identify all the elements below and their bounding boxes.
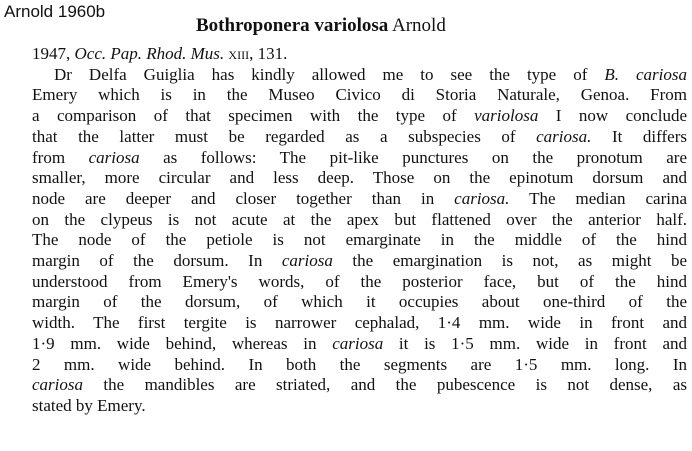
italic-term: cariosa (281, 251, 333, 271)
text-run: The median carina (509, 188, 688, 208)
italic-term: cariosa. (454, 188, 510, 208)
text-line (32, 148, 687, 169)
citation-volume: xiii, (228, 44, 254, 63)
text-run: the emargination is not, as might be (332, 251, 688, 271)
text-line (32, 375, 687, 396)
text-line (32, 65, 687, 86)
text-run: understood from Emery's words, of the posterior face, but of the hind (32, 271, 687, 291)
text-run: margin of the dorsum, of which it occupies about one-third of the (32, 292, 687, 312)
text-line (32, 210, 687, 231)
text-line (32, 272, 687, 293)
italic-term: B. cariosa (604, 64, 687, 84)
text-run: Emery which is in the Museo Civico di Storia Naturale, Genoa. From (32, 85, 687, 105)
text-run: 2 mm. wide behind. In both the segments are 1·5 mm. long. In (32, 354, 687, 374)
description-text (32, 44, 687, 417)
text-line (32, 127, 687, 148)
text-run: a comparison of that specimen with the type of (32, 106, 475, 126)
italic-term: cariosa. (536, 126, 592, 146)
text-run: that the latter must be regarded as a subspecies of (32, 126, 537, 146)
text-run: node are deeper and closer together than in (32, 188, 455, 208)
text-line (32, 251, 687, 272)
text-run: I now conclude (538, 106, 687, 126)
text-line (32, 85, 687, 106)
text-run: smaller, more circular and less deep. Those on the epinotum dorsum and (32, 168, 687, 188)
text-run: margin of the dorsum. In (32, 251, 282, 271)
text-run: stated by Emery. (32, 395, 146, 415)
italic-term: cariosa (32, 375, 83, 395)
text-line (32, 292, 687, 313)
italic-term: variolosa (474, 106, 539, 126)
text-run: It differs (591, 126, 687, 146)
text-run: Dr Delfa Guiglia has kindly allowed me to see the type of (54, 64, 605, 84)
text-run: on the clypeus is not acute at the apex but flattened over the anterior half. (32, 209, 687, 229)
description-paragraph (32, 65, 687, 417)
text-line (32, 106, 687, 127)
text-run: it is 1·5 mm. wide in front and (383, 333, 687, 353)
text-run: The node of the petiole is not emarginate in the middle of the hind (32, 230, 687, 250)
text-line (32, 396, 687, 417)
text-run: 1·9 mm. wide behind, whereas in (32, 333, 333, 353)
citation-page: 131. (257, 44, 288, 63)
text-line (32, 189, 687, 210)
text-run: the mandibles are striated, and the pubescence is not dense, as (83, 375, 687, 395)
text-line (32, 230, 687, 251)
taxon-name: Bothroponera variolosa (196, 15, 389, 36)
italic-term: cariosa (332, 333, 384, 353)
citation-year: 1947, (32, 44, 71, 63)
source-label: Arnold 1960b (4, 2, 106, 21)
text-line (32, 168, 687, 189)
citation-journal: Occ. Pap. Rhod. Mus. (74, 44, 225, 63)
text-line (32, 355, 687, 376)
italic-term: cariosa (88, 147, 140, 167)
text-run: as follows: The pit-like punctures on the pronotum are (139, 147, 687, 167)
text-run: from (32, 147, 89, 167)
taxon-heading (196, 14, 446, 38)
text-line (32, 334, 687, 355)
citation-line (32, 44, 687, 65)
taxon-author: Arnold (392, 15, 446, 36)
text-run: width. The first tergite is narrower cephalad, 1·4 mm. wide in front and (32, 313, 687, 333)
text-line (32, 313, 687, 334)
